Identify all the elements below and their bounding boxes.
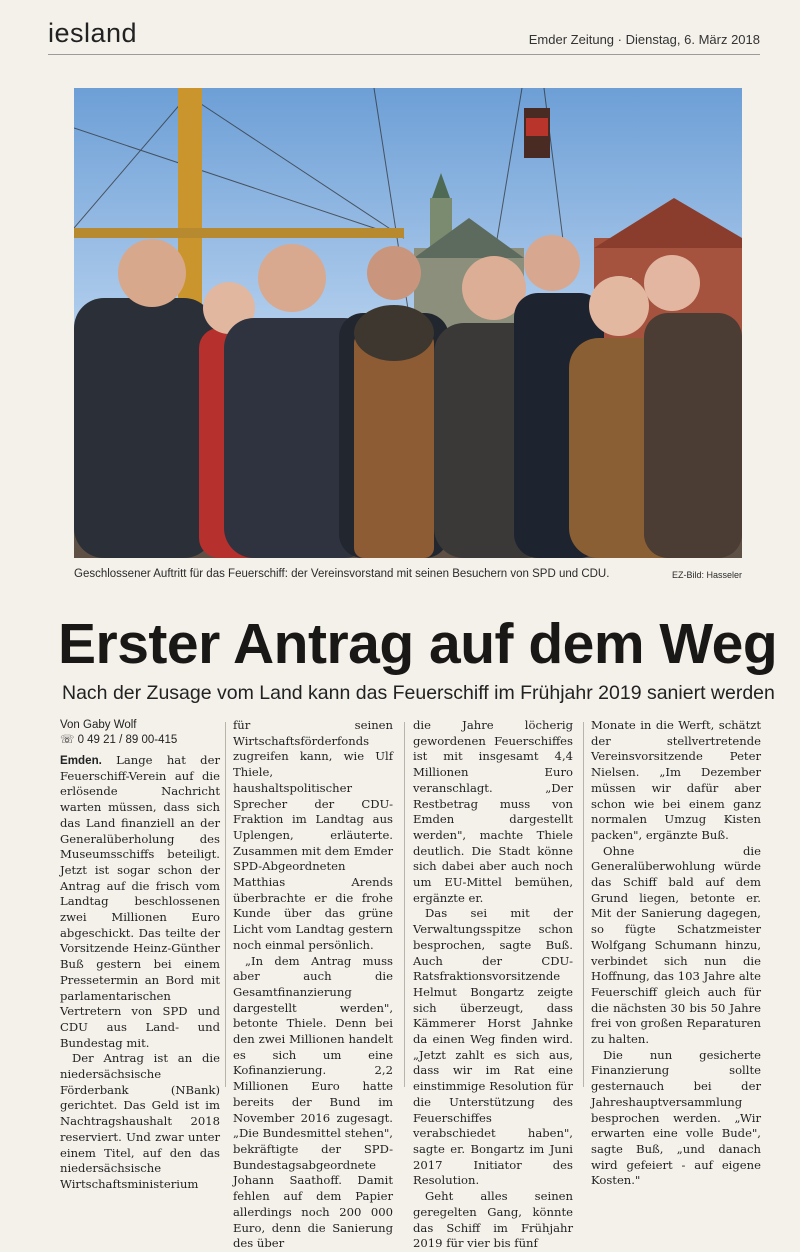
masthead-date: Emder Zeitung · Dienstag, 6. März 2018 — [528, 32, 760, 47]
article-column-3 — [413, 718, 573, 1252]
paragraph: „In dem Antrag muss aber auch die Gesamtfinanzierung dargestellt werden", betonte Thiele. Denn bei den zwei Millionen handelt es sich um eine Kofinanzierung. 2,2 Millionen Euro hatte bereits der Bund im November 2016 zugesagt. „Die Bundesmittel stehen", bekräftigte der SPD-Bundestagsabgeordnete Johann Saathoff. Damit fehlen auf dem Papier allerdings noch 200 000 Euro, denn die Sanierung des über — [233, 953, 393, 1251]
page-header — [48, 18, 760, 55]
caption-text: Geschlossener Auftritt für das Feuerschiff: der Vereinsvorstand mit seinen Besuchern von SPD und CDU. — [74, 568, 610, 580]
section-title: iesland — [48, 18, 138, 48]
article-headline: Erster Antrag auf dem Weg — [58, 612, 778, 676]
article-column-2 — [233, 718, 393, 1252]
column-divider — [225, 722, 226, 1087]
paragraph: Monate in die Werft, schätzt der stellvertretende Vereinsvorsitzende Peter Nielsen. „Im Dezember müssen wir dafür aber schon wie bei einem ganz normalen Umzug Kisten packen", ergänzte Buß. — [591, 718, 761, 842]
photo-illustration — [74, 88, 742, 558]
author: Von Gaby Wolf — [60, 719, 137, 731]
photo-caption — [74, 568, 742, 588]
paragraph: Geht alles seinen geregelten Gang, könnte das Schiff im Frühjahr 2019 für vier bis fünf — [413, 1189, 573, 1251]
paragraph: Die nun gesicherte Finanzierung sollte gesternauch bei der Jahreshauptversammlung besprochen werden. „Wir erwarten eine volle Bude", sagte Buß, „und danach wird gefeiert - auf eigene Kosten." — [591, 1047, 761, 1188]
column-divider — [583, 722, 584, 1087]
binnacle — [354, 333, 434, 558]
article-column-4 — [591, 718, 761, 1189]
paragraph: Ohne die Generalüberwohlung würde das Schiff bald auf dem Grund liegen, betonte er. Mit der Sanierung dagegen, so fügte Schatzmeister Wolfgang Schumann hinzu, verbindet sich nun die Hoffnung, das 103 Jahre alte Feuerschiff gleich auch für die nächsten 30 bis 50 Jahre frei von großen Reparaturen zu halten. — [591, 843, 761, 1047]
paragraph: Das sei mit der Verwaltungsspitze schon besprochen, sagte Buß. Auch der CDU-Ratsfraktionsvorsitzende Helmut Bongartz zeigte sich überzeugt, dass Kämmerer Horst Jahnke da einen Weg finden wird. „Jetzt zahlt es sich aus, dass wir im Rat eine einstimmige Resolution für die Unterstützung des Feuerschiffes verabschiedet haben", sagte er. Bongartz im Juni 2017 Initiator des Resolution. — [413, 906, 573, 1188]
paragraph: die Jahre löcherig gewordenen Feuerschiffes ist mit insgesamt 4,4 Millionen Euro veranschlagt. „Der Restbetrag muss von Emden dargestellt werden", machte Thiele deutlich. Die Stadt könne sich dabei aber auch noch um EU-Mittel bemühen, ergänzte er. — [413, 718, 573, 905]
author-phone: ☏ 0 49 21 / 89 00-415 — [60, 733, 178, 746]
photo-credit: EZ-Bild: Hasseler — [671, 570, 742, 580]
byline — [60, 718, 220, 747]
group-photo — [74, 88, 742, 558]
article-subhead: Nach der Zusage vom Land kann das Feuerschiff im Frühjahr 2019 saniert werden — [62, 682, 775, 704]
paragraph: Emden. Lange hat der Feuerschiff-Verein auf die erlösende Nachricht warten müssen, dass sich das Land finanziell an der Generalüberholung des Museumsschiffs beteiligt. Jetzt ist sogar schon der Antrag auf die frisch vom Landtag beschlossenen zwei Millionen Euro abgeschickt. Das teilte der Vorsitzende Heinz-Günther Buß gestern bei einem Pressetermin an Bord mit parlamentarischen Vertretern von SPD und CDU aus Land- und Bundestag mit. — [60, 753, 220, 1050]
dateline: Emden. — [60, 754, 102, 767]
column-divider — [404, 722, 405, 1087]
article-column-1 — [60, 718, 220, 1193]
paragraph: für seinen Wirtschaftsförderfonds zugreifen kann, wie Ulf Thiele, haushaltspolitischer Sprecher der CDU-Fraktion im Landtag aus Uplengen, erläuterte. Zusammen mit dem Emder SPD-Abgeordneten Matthias Arends überbrachte er die frohe Kunde über das grüne Licht vom Landtag gestern noch einmal persönlich. — [233, 718, 393, 952]
paragraph: Der Antrag ist an die niedersächsische Förderbank (NBank) gerichtet. Das Geld ist im Nachtragshaushalt 2018 reserviert. Und zwar unter einem Titel, auf den das niedersächsische Wirtschaftsministerium — [60, 1051, 220, 1191]
